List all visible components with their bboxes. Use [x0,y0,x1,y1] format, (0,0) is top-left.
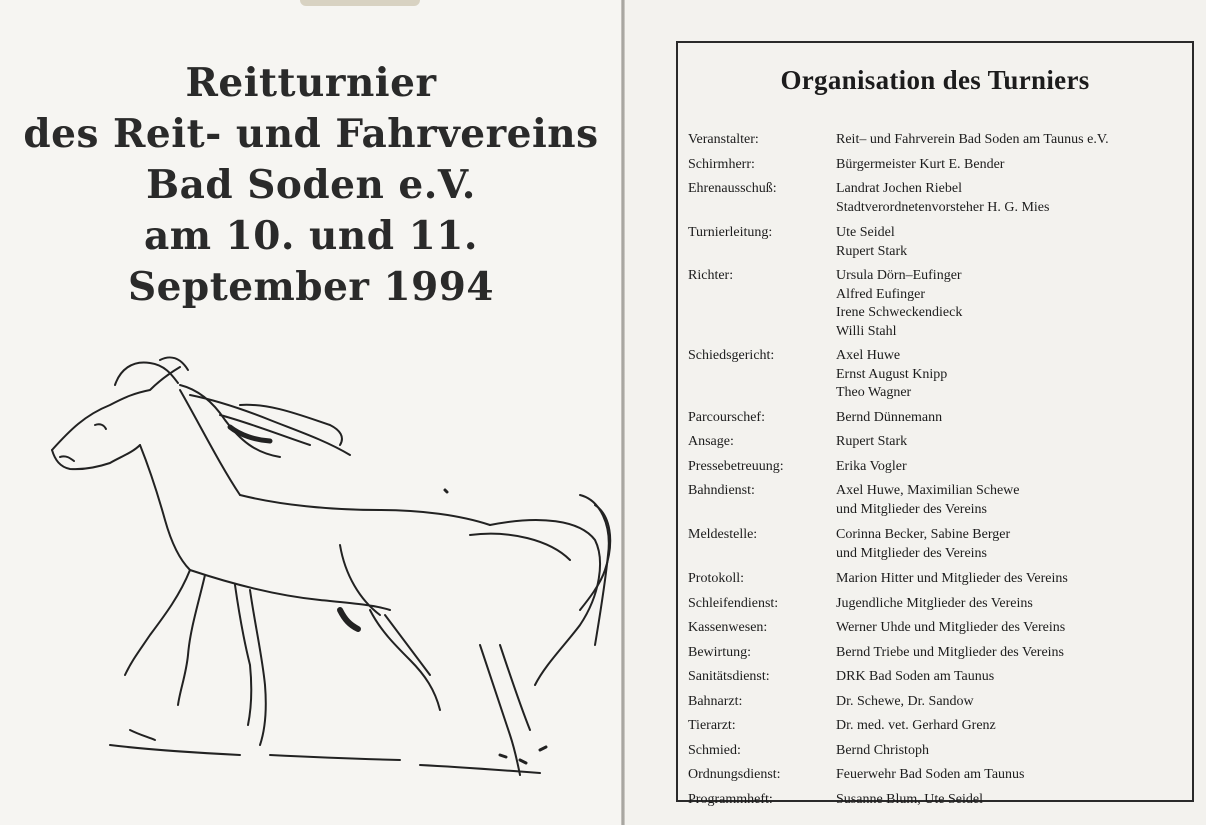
role-label: Bahndienst: [688,483,755,498]
organisation-row [688,526,1188,563]
role-names [836,619,1188,638]
person-name: Dr. med. vet. Gerhard Grenz [836,718,996,733]
role-label: Ordnungsdienst: [688,767,781,782]
role-label: Protokoll: [688,571,745,586]
organisation-row [688,595,1188,614]
horse-sketch [40,345,620,825]
person-name: Ernst August Knipp [836,366,948,382]
organisation-row [688,409,1188,428]
tournament-title [20,58,602,313]
person-name: Bürgermeister Kurt E. Bender [836,156,1005,172]
person-name: Marion Hitter und Mitglieder des Vereins [836,571,1068,586]
role-names [836,526,1188,563]
organisation-row [688,766,1188,785]
organisation-row [688,644,1188,663]
role-names [836,693,1188,712]
person-name: Axel Huwe [836,348,901,363]
scan-edge-shadow [300,0,420,6]
role-names [836,644,1188,663]
role-label: Ehrenausschuß: [688,181,777,196]
role-names [836,766,1188,785]
person-name: Landrat Jochen Riebel [836,181,962,196]
role-label: Meldestelle: [688,527,758,542]
role-label: Bewirtung: [688,644,751,660]
role-label: Ansage: [688,434,734,449]
role-names [836,482,1188,519]
organisation-row [688,619,1188,638]
person-name: Ursula Dörn–Eufinger [836,268,962,283]
organisation-row [688,156,1188,175]
person-name: Rupert Stark [836,243,908,259]
role-label: Schiedsgericht: [688,348,775,363]
center-fold [621,0,625,825]
title-line: Reitturnier [185,60,437,106]
person-name: Alfred Eufinger [836,286,926,302]
organisation-row [688,668,1188,687]
title-line: am 10. und 11. September 1994 [127,213,495,310]
role-names [836,224,1188,261]
person-name: Feuerwehr Bad Soden am Taunus [836,767,1025,782]
role-names [836,458,1188,477]
role-names [836,717,1188,736]
organisation-row [688,180,1188,217]
person-name: Willi Stahl [836,323,897,339]
person-name: Susanne Blum, Ute Seidel [836,791,983,807]
role-names [836,347,1188,403]
organisation-list [688,125,1188,809]
person-name: Stadtverordnetenvorsteher H. G. Mies [836,199,1050,215]
role-names [836,742,1188,761]
person-name: und Mitglieder des Vereins [836,545,987,561]
organisation-row [688,267,1188,341]
organisation-row [688,717,1188,736]
role-label: Kassenwesen: [688,620,768,635]
person-name: Rupert Stark [836,434,908,449]
person-name: Jugendliche Mitglieder des Vereins [836,595,1033,611]
person-name: Theo Wagner [836,385,912,400]
person-name: DRK Bad Soden am Taunus [836,669,995,684]
role-names [836,791,1188,810]
organisation-row [688,482,1188,519]
person-name: Bernd Christoph [836,742,929,758]
person-name: Ute Seidel [836,225,895,240]
organisation-row [688,347,1188,403]
organisation-row [688,433,1188,452]
role-label: Parcourschef: [688,409,765,425]
organisation-row [688,693,1188,712]
organisation-row [688,570,1188,589]
role-names [836,595,1188,614]
role-label: Turnierleitung: [688,225,773,240]
person-name: Werner Uhde und Mitglieder des Vereins [836,620,1066,635]
role-names [836,409,1188,428]
role-label: Bahnarzt: [688,693,743,709]
organisation-row [688,742,1188,761]
role-label: Tierarzt: [688,718,736,733]
organisation-row [688,791,1188,810]
person-name: Corinna Becker, Sabine Berger [836,527,1011,542]
role-label: Schleifendienst: [688,595,779,611]
person-name: Bernd Triebe und Mitglieder des Vereins [836,644,1064,660]
person-name: Bernd Dünnemann [836,409,943,425]
role-label: Programmheft: [688,791,773,807]
role-names [836,433,1188,452]
organisation-row [688,458,1188,477]
role-label: Richter: [688,268,734,283]
role-label: Schirmherr: [688,156,755,172]
organisation-row [688,224,1188,261]
role-label: Sanitätsdienst: [688,669,770,684]
person-name: Reit– und Fahrverein Bad Soden am Taunus e.V. [836,132,1109,147]
role-names [836,131,1188,150]
role-names [836,668,1188,687]
role-names [836,570,1188,589]
person-name: Irene Schweckendieck [836,305,963,320]
person-name: Dr. Schewe, Dr. Sandow [836,693,974,709]
role-names [836,267,1188,341]
organisation-row [688,131,1188,150]
person-name: und Mitglieder des Vereins [836,501,987,517]
role-label: Veranstalter: [688,132,759,147]
organisation-box [676,41,1194,807]
role-label: Pressebetreuung: [688,458,784,474]
role-label: Schmied: [688,742,741,758]
organisation-heading: Organisation des Turniers [780,65,1090,95]
title-line: Bad Soden e.V. [146,162,476,208]
role-names [836,156,1188,175]
role-names [836,180,1188,217]
person-name: Axel Huwe, Maximilian Schewe [836,483,1020,498]
title-line: des Reit- und Fahrvereins [23,111,599,157]
person-name: Erika Vogler [836,458,907,474]
